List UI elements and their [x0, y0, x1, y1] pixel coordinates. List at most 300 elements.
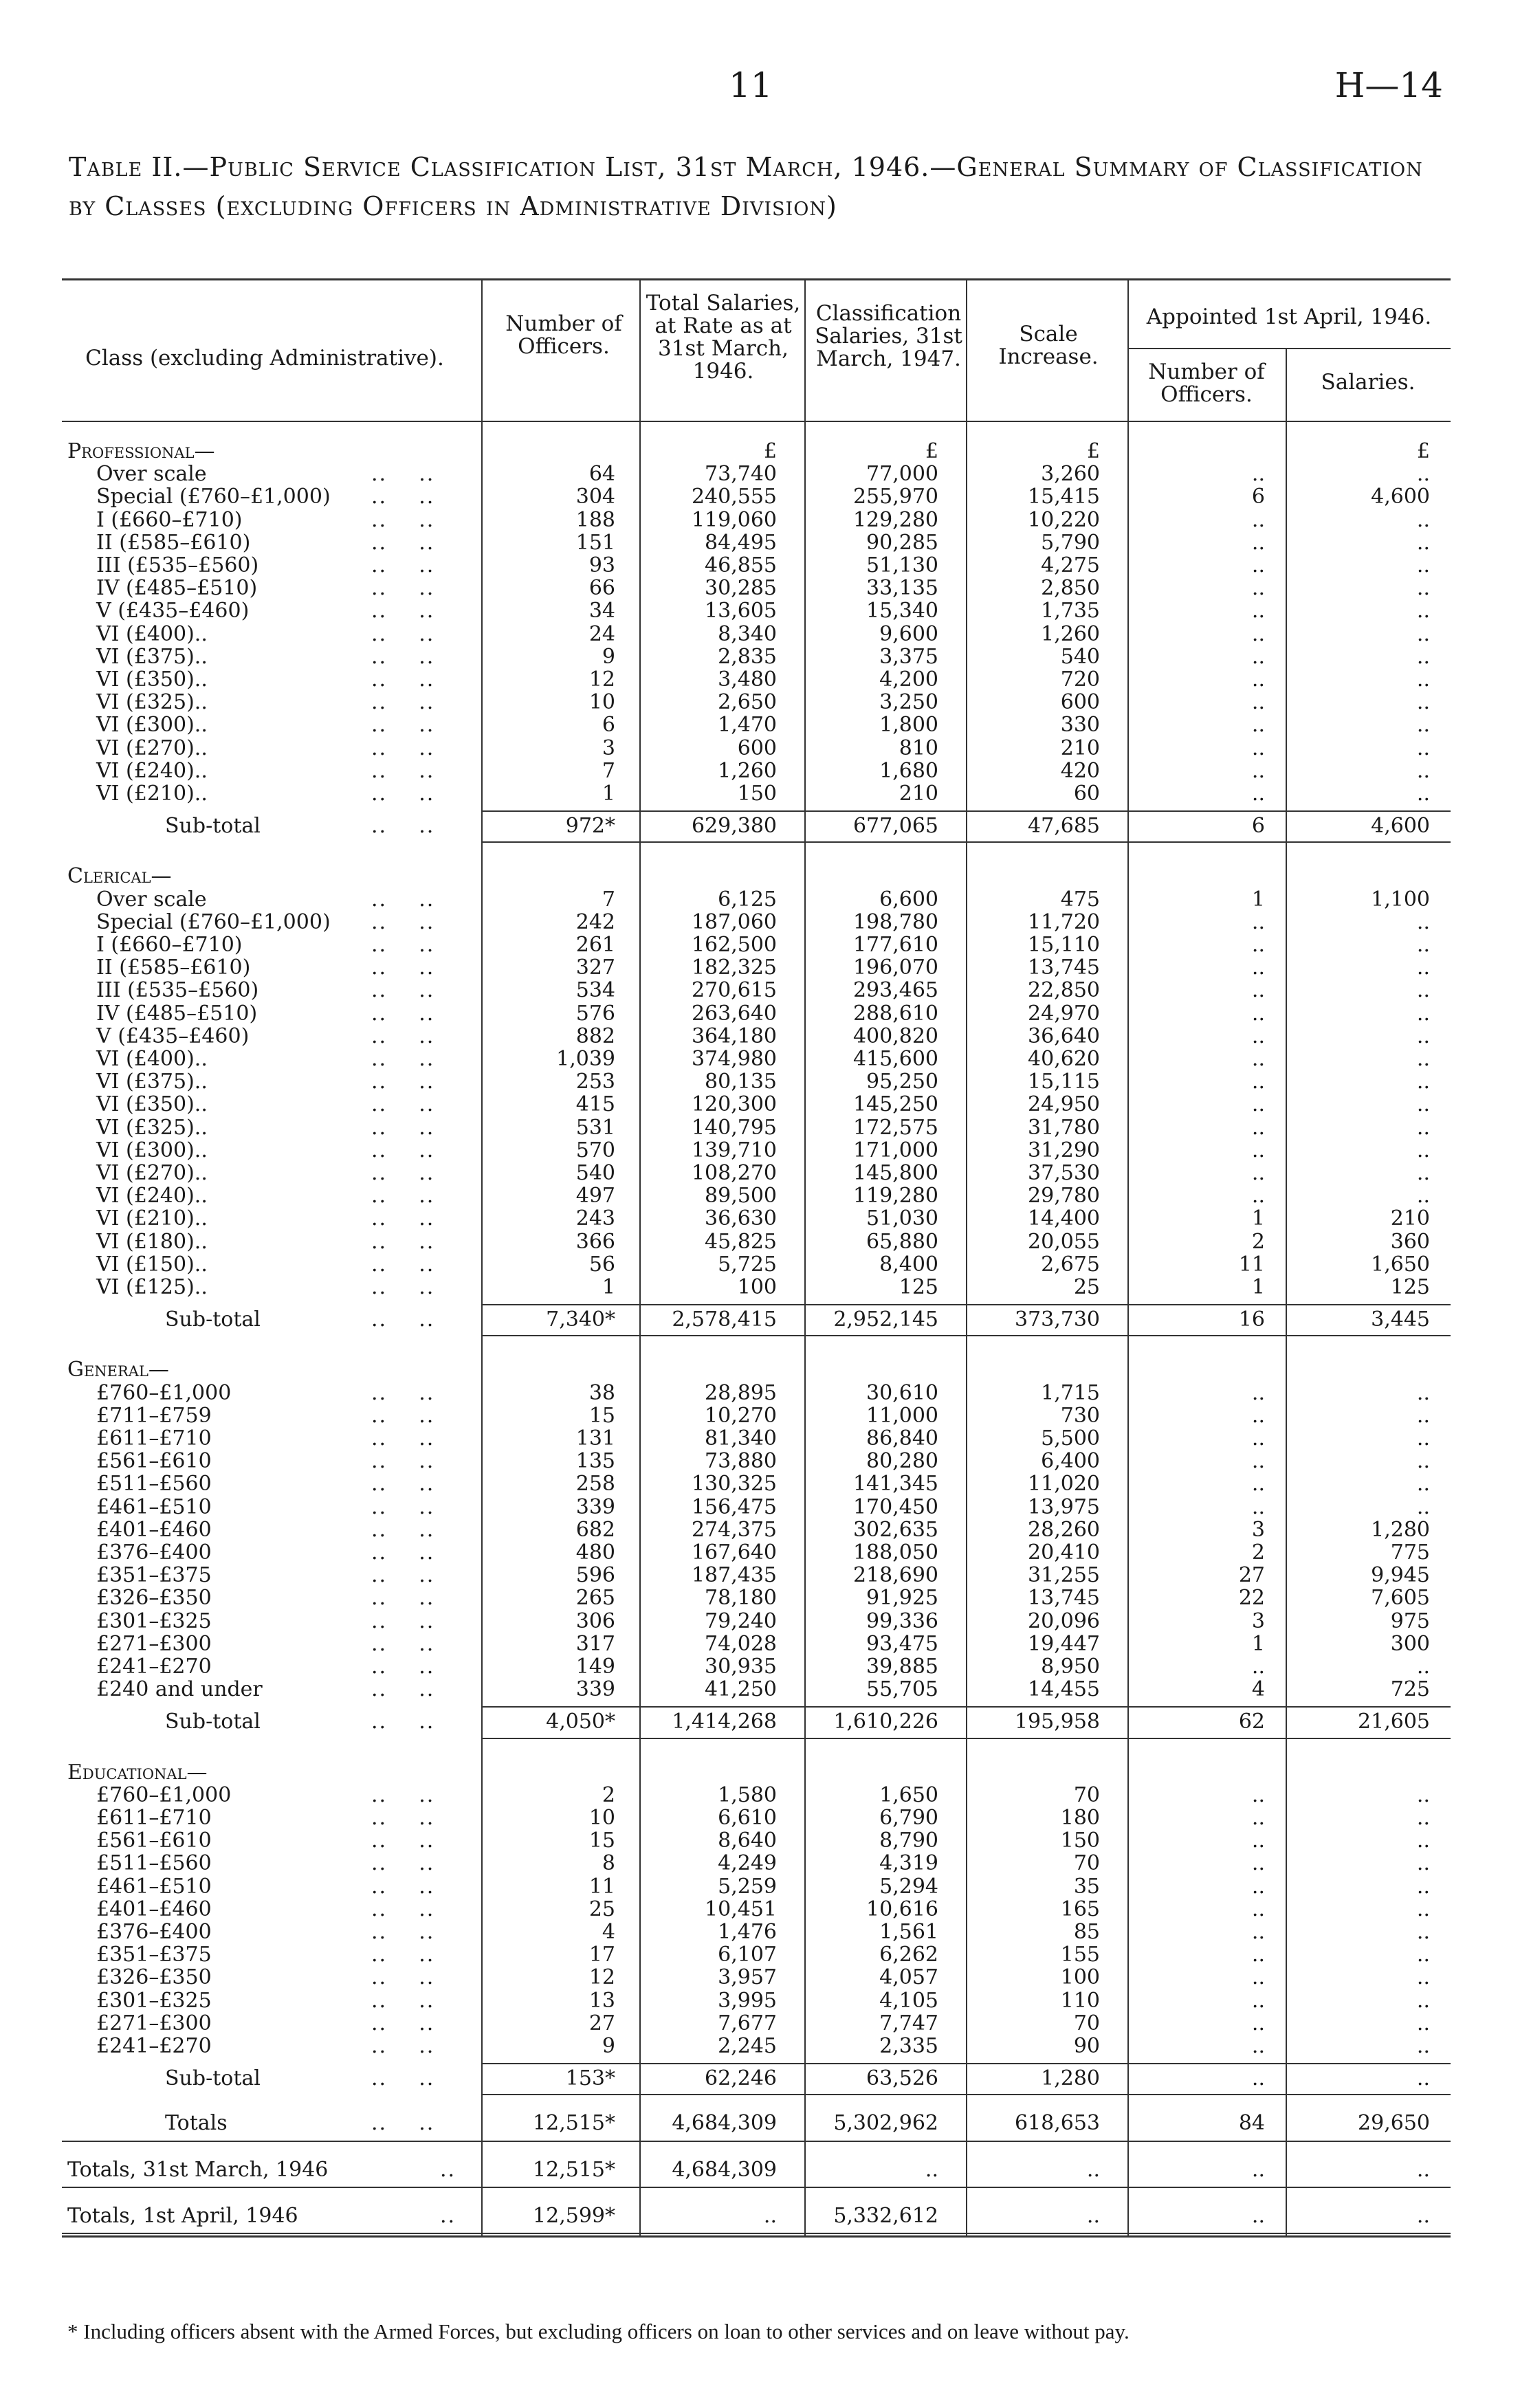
table-row-scale-increase: 40,620	[1028, 1047, 1100, 1071]
currency-mark: £	[1086, 439, 1100, 463]
table-row-appointed-salaries: 1,280	[1371, 1517, 1430, 1542]
leader-dots: .. ..	[371, 1677, 435, 1702]
table-row-total-salaries: 162,500	[691, 933, 777, 957]
leader-dots: .. ..	[371, 1161, 435, 1185]
table-row-appointed-salaries: ..	[1416, 1965, 1430, 1990]
table-row-scale-increase: 37,530	[1028, 1161, 1100, 1185]
table-row-scale-increase: 11,020	[1028, 1472, 1100, 1496]
table-row-appointed-salaries: ..	[1416, 1426, 1430, 1450]
table-row-appointed-officers: ..	[1251, 736, 1265, 760]
leader-dots: .. ..	[371, 1851, 435, 1876]
table-row-appointed-salaries: 210	[1390, 1206, 1430, 1231]
leader-dots: .. ..	[371, 736, 435, 760]
table-row-appointed-officers: ..	[1251, 1184, 1265, 1208]
table-row-appointed-salaries: ..	[1416, 599, 1430, 623]
totals-row-appointed-officers: ..	[1251, 2157, 1265, 2182]
table-row-classification-salaries: 810	[899, 736, 938, 760]
table-row-appointed-salaries: ..	[1416, 1001, 1430, 1026]
table-row-appointed-officers: ..	[1251, 1001, 1265, 1026]
table-row-scale-increase: 150	[1060, 1829, 1100, 1853]
table-row-total-salaries: 78,180	[705, 1586, 777, 1611]
table-row-appointed-salaries: ..	[1416, 978, 1430, 1003]
subtotal-row-appointed-officers: 6	[1251, 814, 1265, 839]
table-row-officers: 12	[588, 667, 615, 692]
table-row-total-salaries: 120,300	[691, 1092, 777, 1117]
table-row-appointed-salaries: 125	[1390, 1275, 1430, 1299]
table-row-classification-salaries: 288,610	[852, 1001, 938, 1026]
table-row-total-salaries: 108,270	[691, 1161, 777, 1185]
table-row-scale-increase: 13,745	[1028, 1586, 1100, 1611]
table-row-total-salaries: 79,240	[705, 1609, 777, 1633]
subtotal-label: Sub-total	[165, 2066, 261, 2091]
col-header-officers: Number of Officers.	[505, 311, 622, 359]
subtotal-row-appointed-officers: 16	[1238, 1307, 1265, 1332]
section-heading: General—	[67, 1358, 169, 1382]
table-row-total-salaries: 187,435	[691, 1563, 777, 1588]
row-label: £561–£610	[96, 1449, 212, 1474]
table-row-officers: 12	[588, 1965, 615, 1990]
table-row-officers: 7	[602, 887, 615, 912]
row-label: VI (£400)..	[96, 621, 208, 646]
table-row-classification-salaries: 218,690	[852, 1563, 938, 1588]
table-row-appointed-salaries: ..	[1416, 644, 1430, 669]
table-row-appointed-salaries: ..	[1416, 667, 1430, 692]
table-row-classification-salaries: 5,294	[879, 1874, 938, 1899]
row-label: £271–£300	[96, 2011, 212, 2035]
table-row-total-salaries: 45,825	[705, 1229, 777, 1254]
table-row-appointed-salaries: ..	[1416, 782, 1430, 806]
table-row-classification-salaries: 95,250	[866, 1070, 938, 1094]
table-row-appointed-officers: 1	[1251, 1631, 1265, 1656]
table-row-appointed-salaries: ..	[1416, 1024, 1430, 1048]
table-row-appointed-officers: ..	[1251, 599, 1265, 623]
table-top-rule	[62, 278, 1451, 280]
table-row-appointed-salaries: ..	[1416, 1920, 1430, 1944]
leader-dots: .. ..	[371, 1563, 435, 1588]
table-row-classification-salaries: 171,000	[852, 1138, 938, 1162]
table-row-officers: 534	[575, 978, 615, 1003]
row-label: £401–£460	[96, 1517, 212, 1542]
table-row-classification-salaries: 177,610	[852, 933, 938, 957]
totals-row-appointed-salaries: 29,650	[1358, 2111, 1430, 2136]
table-row-classification-salaries: 93,475	[866, 1631, 938, 1656]
row-label: VI (£210)..	[96, 1206, 208, 1231]
table-row-scale-increase: 110	[1060, 1988, 1100, 2013]
table-row-total-salaries: 263,640	[691, 1001, 777, 1026]
table-row-appointed-officers: ..	[1251, 909, 1265, 934]
leader-dots: .. ..	[371, 956, 435, 980]
row-label: £351–£375	[96, 1943, 212, 1967]
totals-row-scale-increase: ..	[1086, 2157, 1100, 2182]
totals-row-classification-salaries: 5,332,612	[833, 2203, 938, 2228]
table-row-appointed-salaries: 725	[1390, 1677, 1430, 1702]
table-row-appointed-salaries: ..	[1416, 1806, 1430, 1830]
table-row-classification-salaries: 145,250	[852, 1092, 938, 1117]
table-row-appointed-officers: ..	[1251, 1380, 1265, 1405]
leader-dots: .. ..	[371, 1988, 435, 2013]
leader-dots: .. ..	[371, 1070, 435, 1094]
table-row-total-salaries: 5,725	[718, 1252, 777, 1277]
table-row-scale-increase: 330	[1060, 713, 1100, 738]
table-row-appointed-officers: ..	[1251, 1782, 1265, 1807]
subtotal-row-scale-increase: 373,730	[1014, 1307, 1100, 1332]
currency-mark: £	[763, 439, 777, 463]
row-label: VI (£300)..	[96, 713, 208, 738]
row-label: £401–£460	[96, 1897, 212, 1921]
table-row-officers: 4	[602, 1920, 615, 1944]
table-row-scale-increase: 20,096	[1028, 1609, 1100, 1633]
leader-dots: ..	[440, 2157, 456, 2182]
row-label: VI (£400)..	[96, 1047, 208, 1071]
table-row-total-salaries: 1,580	[718, 1782, 777, 1807]
table-row-total-salaries: 274,375	[691, 1517, 777, 1542]
totals-label: Totals	[165, 2111, 228, 2136]
table-row-officers: 366	[575, 1229, 615, 1254]
table-row-classification-salaries: 86,840	[866, 1426, 938, 1450]
table-row-officers: 317	[575, 1631, 615, 1656]
table-row-appointed-officers: ..	[1251, 462, 1265, 487]
table-row-scale-increase: 475	[1060, 887, 1100, 912]
row-label: £760–£1,000	[96, 1782, 232, 1807]
table-row-appointed-salaries: ..	[1416, 1115, 1430, 1140]
table-row-classification-salaries: 99,336	[866, 1609, 938, 1633]
leader-dots: .. ..	[371, 1540, 435, 1565]
table-row-officers: 188	[575, 507, 615, 532]
leader-dots: .. ..	[371, 933, 435, 957]
subtotal-row-classification-salaries: 677,065	[852, 814, 938, 839]
leader-dots: .. ..	[371, 1631, 435, 1656]
table-row-scale-increase: 25	[1073, 1275, 1100, 1299]
table-row-total-salaries: 139,710	[691, 1138, 777, 1162]
table-row-total-salaries: 36,630	[705, 1206, 777, 1231]
table-row-scale-increase: 70	[1073, 1851, 1100, 1876]
row-label: £241–£270	[96, 1655, 212, 1679]
table-row-scale-increase: 5,790	[1041, 530, 1100, 555]
table-row-total-salaries: 600	[737, 736, 777, 760]
table-row-total-salaries: 364,180	[691, 1024, 777, 1048]
table-row-scale-increase: 6,400	[1041, 1449, 1100, 1474]
table-row-appointed-officers: ..	[1251, 1070, 1265, 1094]
table-row-appointed-officers: ..	[1251, 978, 1265, 1003]
table-row-total-salaries: 2,650	[718, 690, 777, 715]
table-row-total-salaries: 8,340	[718, 621, 777, 646]
table-row-appointed-officers: ..	[1251, 1115, 1265, 1140]
table-row-scale-increase: 29,780	[1028, 1184, 1100, 1208]
table-row-officers: 258	[575, 1472, 615, 1496]
table-row-officers: 10	[588, 690, 615, 715]
table-row-scale-increase: 1,735	[1041, 599, 1100, 623]
table-row-appointed-salaries: ..	[1416, 530, 1430, 555]
table-row-officers: 242	[575, 909, 615, 934]
table-row-total-salaries: 6,125	[718, 887, 777, 912]
table-row-appointed-salaries: ..	[1416, 1070, 1430, 1094]
leader-dots: .. ..	[371, 2011, 435, 2035]
table-row-appointed-salaries: ..	[1416, 1829, 1430, 1853]
totals-row-appointed-salaries: ..	[1416, 2157, 1430, 2182]
table-row-appointed-salaries: ..	[1416, 2011, 1430, 2035]
row-label: VI (£240)..	[96, 758, 208, 783]
table-row-classification-salaries: 6,262	[879, 1943, 938, 1967]
table-row-appointed-salaries: ..	[1416, 1655, 1430, 1679]
totals-row-appointed-officers: 84	[1238, 2111, 1265, 2136]
table-row-officers: 339	[575, 1677, 615, 1702]
table-row-officers: 265	[575, 1586, 615, 1611]
table-row-appointed-salaries: ..	[1416, 956, 1430, 980]
table-row-appointed-officers: ..	[1251, 1138, 1265, 1162]
row-label: IV (£485–£510)	[96, 576, 258, 601]
table-row-appointed-salaries: 1,650	[1371, 1252, 1430, 1277]
table-row-total-salaries: 8,640	[718, 1829, 777, 1853]
table-row-classification-salaries: 51,130	[866, 553, 938, 577]
leader-dots: .. ..	[371, 621, 435, 646]
row-label: VI (£325)..	[96, 690, 208, 715]
table-row-classification-salaries: 119,280	[852, 1184, 938, 1208]
table-row-appointed-officers: ..	[1251, 1161, 1265, 1185]
table-row-appointed-salaries: ..	[1416, 909, 1430, 934]
table-row-officers: 480	[575, 1540, 615, 1565]
table-row-scale-increase: 70	[1073, 2011, 1100, 2035]
table-row-scale-increase: 5,500	[1041, 1426, 1100, 1450]
leader-dots: .. ..	[371, 507, 435, 532]
subtotal-row-appointed-officers: 62	[1238, 1710, 1265, 1734]
table-row-officers: 15	[588, 1829, 615, 1853]
row-label: £271–£300	[96, 1631, 212, 1656]
table-row-officers: 304	[575, 485, 615, 509]
totals-row-total-salaries: 4,684,309	[672, 2157, 777, 2182]
col-header-scale-increase: Scale Increase.	[998, 322, 1099, 369]
table-row-scale-increase: 720	[1060, 667, 1100, 692]
table-row-classification-salaries: 51,030	[866, 1206, 938, 1231]
table-row-classification-salaries: 1,800	[879, 713, 938, 738]
table-row-classification-salaries: 1,680	[879, 758, 938, 783]
totals-rule	[62, 2141, 1451, 2142]
leader-dots: .. ..	[371, 1115, 435, 1140]
row-label: £611–£710	[96, 1426, 212, 1450]
row-label: £240 and under	[96, 1677, 263, 1702]
row-label: £301–£325	[96, 1609, 212, 1633]
table-row-officers: 3	[602, 736, 615, 760]
col-header-total-salaries: Total Salaries, at Rate as at 31st March, 1946.	[646, 291, 801, 384]
table-row-officers: 8	[602, 1851, 615, 1876]
table-title: Table II.—Public Service Classification List, 31st March, 1946.—General Summary of Classification by Classes (excluding Officers in Administrative Division)	[69, 152, 1423, 221]
totals-row-officers: 12,515*	[533, 2111, 615, 2136]
table-row-scale-increase: 31,780	[1028, 1115, 1100, 1140]
leader-dots: .. ..	[371, 1403, 435, 1428]
table-row-total-salaries: 89,500	[705, 1184, 777, 1208]
leader-dots: .. ..	[371, 1252, 435, 1277]
table-row-officers: 24	[588, 621, 615, 646]
leader-dots: .. ..	[371, 1494, 435, 1519]
table-row-classification-salaries: 15,340	[866, 599, 938, 623]
table-row-scale-increase: 14,455	[1028, 1677, 1100, 1702]
table-row-scale-increase: 3,260	[1041, 462, 1100, 487]
table-row-scale-increase: 8,950	[1041, 1655, 1100, 1679]
appointed-group-rule	[1127, 348, 1451, 349]
leader-dots: .. ..	[371, 978, 435, 1003]
leader-dots: .. ..	[371, 1897, 435, 1921]
table-row-appointed-officers: ..	[1251, 690, 1265, 715]
row-label: II (£585–£610)	[96, 956, 251, 980]
leader-dots: .. ..	[371, 1586, 435, 1611]
table-row-appointed-officers: ..	[1251, 1920, 1265, 1944]
table-row-appointed-salaries: 7,605	[1371, 1586, 1430, 1611]
table-row-officers: 131	[575, 1426, 615, 1450]
table-row-scale-increase: 22,850	[1028, 978, 1100, 1003]
subtotal-row-classification-salaries: 63,526	[866, 2066, 938, 2091]
table-row-appointed-salaries: ..	[1416, 576, 1430, 601]
table-row-scale-increase: 13,975	[1028, 1494, 1100, 1519]
table-row-appointed-salaries: ..	[1416, 1943, 1430, 1967]
table-row-scale-increase: 31,255	[1028, 1563, 1100, 1588]
table-row-appointed-salaries: 4,600	[1371, 485, 1430, 509]
subtotal-label: Sub-total	[165, 1307, 261, 1332]
table-row-scale-increase: 2,850	[1041, 576, 1100, 601]
table-row-appointed-salaries: 300	[1390, 1631, 1430, 1656]
leader-dots: .. ..	[371, 1184, 435, 1208]
table-row-total-salaries: 3,995	[718, 1988, 777, 2013]
table-row-appointed-salaries: ..	[1416, 1138, 1430, 1162]
totals-row-total-salaries: 4,684,309	[672, 2111, 777, 2136]
subtotal-row-classification-salaries: 2,952,145	[833, 1307, 938, 1332]
table-row-appointed-salaries: ..	[1416, 462, 1430, 487]
section-heading: Clerical—	[67, 864, 172, 889]
row-label: £561–£610	[96, 1829, 212, 1853]
table-row-classification-salaries: 415,600	[852, 1047, 938, 1071]
leader-dots: .. ..	[371, 1307, 435, 1332]
table-row-scale-increase: 1,260	[1041, 621, 1100, 646]
table-row-officers: 6	[602, 713, 615, 738]
table-row-total-salaries: 130,325	[691, 1472, 777, 1496]
table-row-total-salaries: 10,451	[705, 1897, 777, 1921]
table-row-scale-increase: 1,715	[1041, 1380, 1100, 1405]
table-row-classification-salaries: 33,135	[866, 576, 938, 601]
table-row-classification-salaries: 3,375	[879, 644, 938, 669]
subtotal-row-total-salaries: 629,380	[691, 814, 777, 839]
table-row-classification-salaries: 210	[899, 782, 938, 806]
table-row-appointed-salaries: ..	[1416, 1403, 1430, 1428]
table-row-classification-salaries: 90,285	[866, 530, 938, 555]
table-row-appointed-salaries: 360	[1390, 1229, 1430, 1254]
table-row-total-salaries: 13,605	[705, 599, 777, 623]
table-row-total-salaries: 4,249	[718, 1851, 777, 1876]
row-label: VI (£240)..	[96, 1184, 208, 1208]
table-row-total-salaries: 100	[737, 1275, 777, 1299]
table-row-appointed-salaries: ..	[1416, 1449, 1430, 1474]
row-label: VI (£350)..	[96, 1092, 208, 1117]
row-label: £301–£325	[96, 1988, 212, 2013]
leader-dots: .. ..	[371, 1782, 435, 1807]
table-row-appointed-officers: ..	[1251, 507, 1265, 532]
table-row-classification-salaries: 39,885	[866, 1655, 938, 1679]
table-row-officers: 56	[588, 1252, 615, 1277]
row-label: £241–£270	[96, 2034, 212, 2058]
table-row-classification-salaries: 1,650	[879, 1782, 938, 1807]
totals-rule	[62, 2187, 1451, 2188]
table-row-appointed-officers: 27	[1238, 1563, 1265, 1588]
leader-dots: .. ..	[371, 485, 435, 509]
table-row-officers: 327	[575, 956, 615, 980]
column-rule	[804, 278, 806, 2235]
table-row-appointed-officers: 2	[1251, 1540, 1265, 1565]
leader-dots: .. ..	[371, 1829, 435, 1853]
table-row-classification-salaries: 196,070	[852, 956, 938, 980]
subtotal-row-scale-increase: 1,280	[1041, 2066, 1100, 2091]
table-row-classification-salaries: 11,000	[866, 1403, 938, 1428]
table-row-appointed-officers: ..	[1251, 1965, 1265, 1990]
table-row-total-salaries: 74,028	[705, 1631, 777, 1656]
section-heading: Professional—	[67, 439, 215, 463]
leader-dots: .. ..	[371, 1806, 435, 1830]
table-row-officers: 596	[575, 1563, 615, 1588]
totals-label: Totals, 1st April, 1946	[67, 2203, 298, 2228]
table-row-total-salaries: 30,935	[705, 1655, 777, 1679]
table-row-scale-increase: 15,110	[1028, 933, 1100, 957]
table-row-officers: 93	[588, 553, 615, 577]
table-row-total-salaries: 167,640	[691, 1540, 777, 1565]
leader-dots: .. ..	[371, 1206, 435, 1231]
table-row-classification-salaries: 4,105	[879, 1988, 938, 2013]
table-row-total-salaries: 1,260	[718, 758, 777, 783]
table-row-classification-salaries: 65,880	[866, 1229, 938, 1254]
table-row-appointed-officers: 22	[1238, 1586, 1265, 1611]
table-row-appointed-officers: ..	[1251, 1897, 1265, 1921]
table-row-classification-salaries: 77,000	[866, 462, 938, 487]
table-row-appointed-officers: 4	[1251, 1677, 1265, 1702]
row-label: VI (£375)..	[96, 644, 208, 669]
table-row-scale-increase: 85	[1073, 1920, 1100, 1944]
leader-dots: .. ..	[371, 713, 435, 738]
table-row-scale-increase: 60	[1073, 782, 1100, 806]
table-row-total-salaries: 3,480	[718, 667, 777, 692]
table-row-officers: 882	[575, 1024, 615, 1048]
table-row-classification-salaries: 255,970	[852, 485, 938, 509]
table-row-appointed-officers: 3	[1251, 1517, 1265, 1542]
table-row-scale-increase: 28,260	[1028, 1517, 1100, 1542]
table-row-appointed-salaries: ..	[1416, 553, 1430, 577]
row-label: VI (£325)..	[96, 1115, 208, 1140]
totals-row-officers: 12,599*	[533, 2203, 615, 2228]
table-row-appointed-officers: ..	[1251, 2011, 1265, 2035]
table-row-classification-salaries: 30,610	[866, 1380, 938, 1405]
table-row-officers: 15	[588, 1403, 615, 1428]
leader-dots: .. ..	[371, 1874, 435, 1899]
subtotal-row-appointed-officers: ..	[1251, 2066, 1265, 2091]
table-row-scale-increase: 15,115	[1028, 1070, 1100, 1094]
table-row-appointed-officers: ..	[1251, 1943, 1265, 1967]
table-row-total-salaries: 1,470	[718, 713, 777, 738]
row-label: III (£535–£560)	[96, 553, 259, 577]
table-row-total-salaries: 150	[737, 782, 777, 806]
table-row-officers: 339	[575, 1494, 615, 1519]
table-row-scale-increase: 210	[1060, 736, 1100, 760]
table-row-appointed-salaries: ..	[1416, 507, 1430, 532]
column-rule	[966, 278, 967, 2235]
table-row-appointed-salaries: 1,100	[1371, 887, 1430, 912]
leader-dots: ..	[440, 2203, 456, 2228]
document-reference: H—14	[1334, 65, 1443, 105]
table-row-classification-salaries: 6,790	[879, 1806, 938, 1830]
table-row-appointed-salaries: ..	[1416, 690, 1430, 715]
leader-dots: .. ..	[371, 2034, 435, 2058]
row-label: £461–£510	[96, 1494, 212, 1519]
table-row-appointed-salaries: ..	[1416, 933, 1430, 957]
table-row-officers: 576	[575, 1001, 615, 1026]
table-row-appointed-officers: ..	[1251, 1472, 1265, 1496]
col-header-classification-salaries: Classification Salaries, 31st March, 1947.	[815, 301, 962, 371]
table-row-appointed-officers: ..	[1251, 553, 1265, 577]
table-row-total-salaries: 187,060	[691, 909, 777, 934]
leader-dots: .. ..	[371, 1943, 435, 1967]
